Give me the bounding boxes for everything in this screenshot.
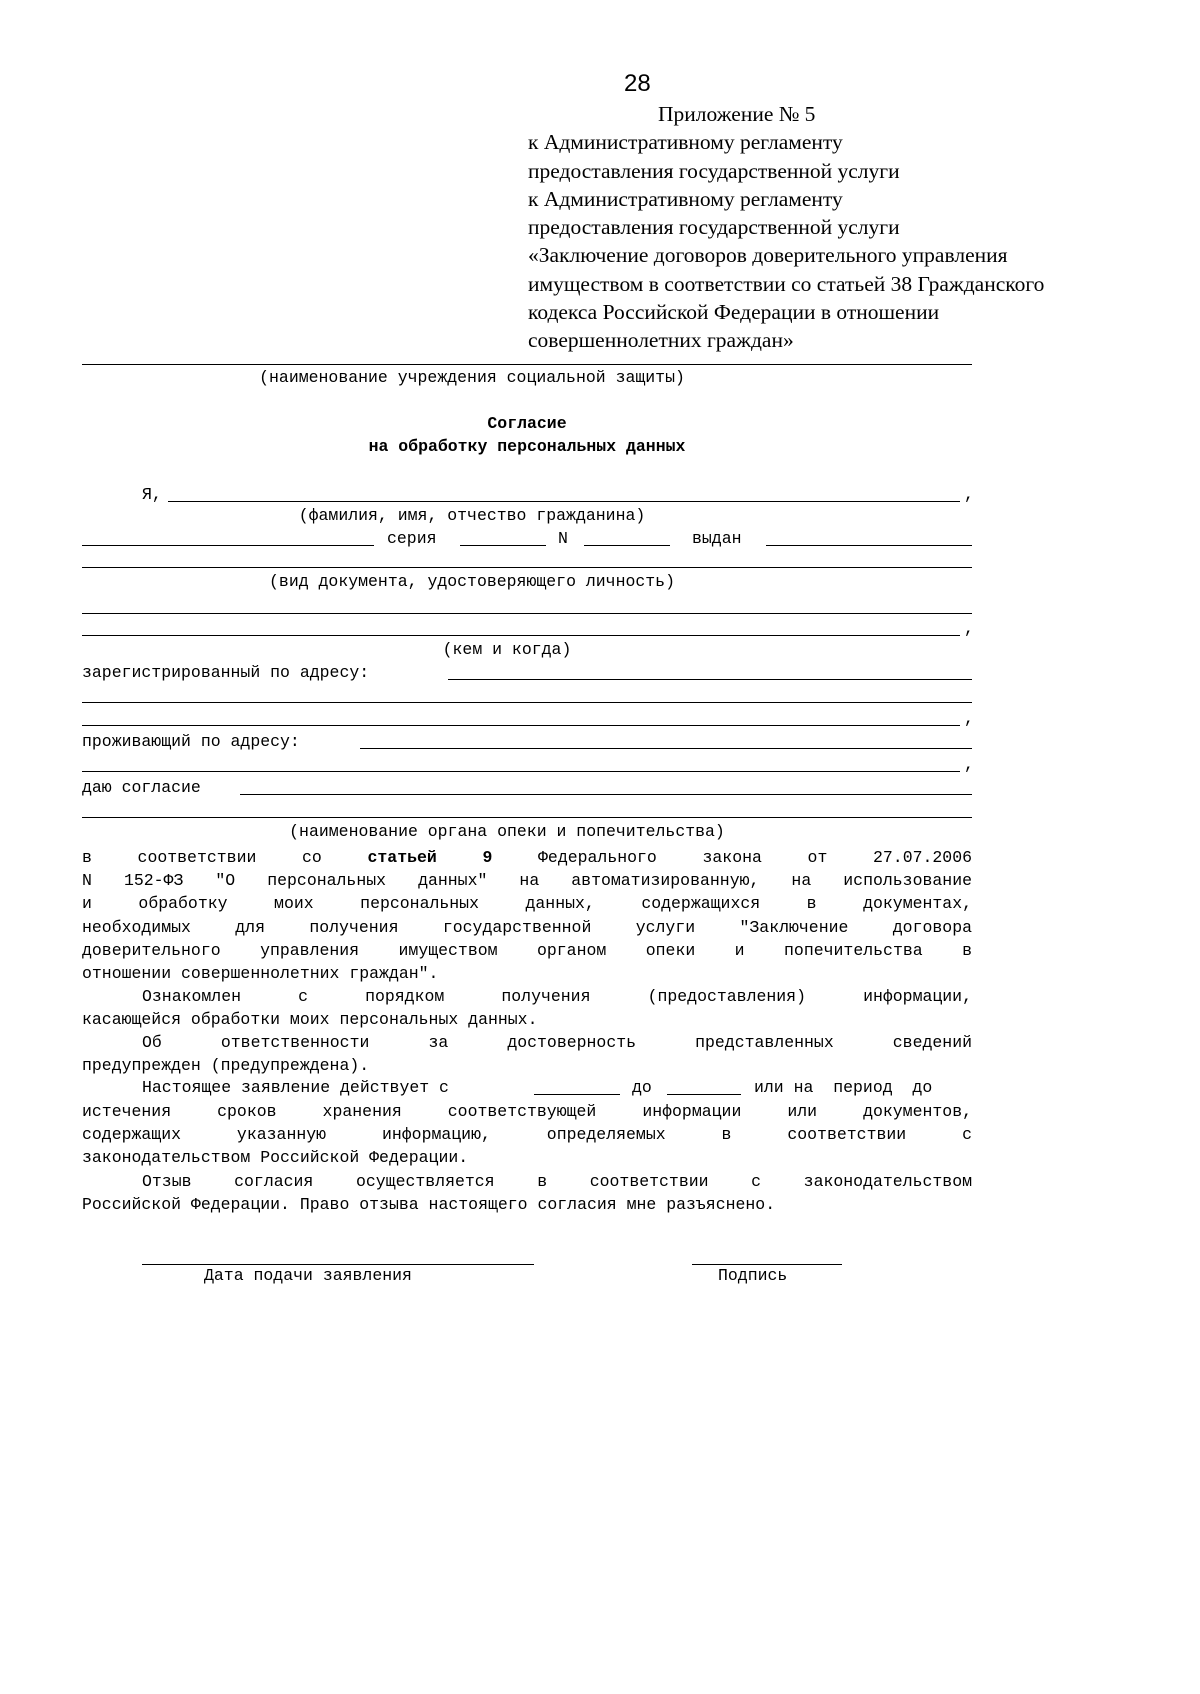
header-line: имуществом в соответствии со статьей 38 Гражданского [528,271,1045,296]
registered-row-3 [82,708,972,730]
fio-caption: (фамилия, имя, отчество гражданина) [298,506,646,525]
paragraph-2 [82,985,972,1031]
living-row-2 [82,754,972,776]
document-type-field[interactable] [82,545,374,546]
para-line: Ознакомлен с порядком получения (предоставления) информации, [142,987,972,1006]
signature-field[interactable] [692,1264,842,1265]
by-whom-row-2 [82,618,972,640]
header-line: предоставления государственной услуги [528,158,900,183]
living-address-field[interactable] [360,748,972,749]
para-line: и обработку моих персональных данных, содержащихся в документах, [82,894,972,914]
appendix-header [528,100,1168,355]
document-row [82,528,972,550]
number-field[interactable] [584,545,670,546]
para-line: законодательством Российской Федерации. [82,1148,469,1168]
header-line: Приложение № 5 [658,102,816,126]
consent-row-2 [82,800,972,822]
by-whom-caption: (кем и когда) [442,640,572,659]
by-whom-field-2[interactable] [82,635,960,636]
para-line: N 152-ФЗ "О персональных данных" на автоматизированную, на использование [82,871,972,891]
para-line: в соответствии со статьей 9 Федерального закона от 27.07.2006 [82,848,973,867]
comma: , [964,619,974,638]
header-line: совершеннолетних граждан» [528,328,794,353]
document-field[interactable] [82,567,972,568]
form-title: Согласие [487,414,567,433]
institution-caption: (наименование учреждения социальной защиты) [259,368,685,387]
comma: , [964,485,974,504]
institution-field[interactable] [82,364,972,365]
living-address-field-2[interactable] [82,771,960,772]
living-row [82,731,972,753]
para-line: доверительного управления имуществом органом опеки и попечительства в [82,940,972,960]
series-field[interactable] [460,545,546,546]
para-line: Отзыв согласия осуществляется в соответствии с законодательством [142,1172,972,1191]
consent-row [82,777,972,799]
page-number: 28 [624,70,651,97]
registered-address-field-2[interactable] [82,702,972,703]
issued-field[interactable] [766,545,972,546]
para-line: Российской Федерации. Право отзыва настоящего согласия мне разъяснено. [82,1195,776,1215]
date-field[interactable] [142,1264,534,1265]
until-label: до [632,1078,652,1097]
issued-label: выдан [692,529,742,548]
validity-label: Настоящее заявление действует с [142,1078,449,1097]
para-line: Об ответственности за достоверность представленных сведений [142,1033,972,1052]
paragraph-3 [82,1031,972,1077]
form-subtitle: на обработку персональных данных [368,437,686,456]
valid-to-field[interactable] [667,1094,741,1095]
paragraph-5 [82,1170,972,1216]
date-caption: Дата подачи заявления [204,1266,412,1285]
valid-from-field[interactable] [534,1094,620,1095]
para-line: содержащих указанную информацию, определяемых в соответствии с [82,1125,972,1145]
comma: , [964,755,974,774]
header-line: «Заключение договоров доверительного управления [528,243,1008,268]
para-line: необходимых для получения государственной услуги "Заключение договора [82,917,972,937]
period-label: или на период до [754,1078,933,1097]
header-line: к Административному регламенту [528,186,843,211]
organ-caption: (наименование органа опеки и попечительства) [289,822,725,841]
organ-field[interactable] [240,794,972,795]
validity-row [82,1077,972,1100]
para-line: предупрежден (предупреждена). [82,1056,370,1076]
fio-row [82,484,972,506]
organ-field-2[interactable] [82,817,972,818]
by-whom-row [82,596,972,618]
by-whom-field[interactable] [82,613,972,614]
series-label: серия [387,529,437,548]
comma: , [964,709,974,728]
header-line: к Административному регламенту [528,130,843,155]
paragraph-4 [82,1100,972,1170]
living-label: проживающий по адресу: [82,732,300,751]
ya-label: Я, [142,485,162,504]
registered-address-field-3[interactable] [82,725,960,726]
registered-address-field[interactable] [448,679,972,680]
registered-row-2 [82,685,972,707]
registered-label: зарегистрированный по адресу: [82,663,370,682]
para-line: истечения сроков хранения соответствующей информации или документов, [82,1102,972,1121]
document-row-2 [82,550,972,572]
paragraph-1 [82,846,972,985]
header-line: предоставления государственной услуги [528,215,900,240]
signature-caption: Подпись [718,1266,788,1285]
para-line: отношении совершеннолетних граждан". [82,964,439,984]
registered-row [82,662,972,684]
document-caption: (вид документа, удостоверяющего личность) [269,572,675,591]
fio-field[interactable] [168,501,960,502]
consent-label: даю согласие [82,778,201,797]
para-line: касающейся обработки моих персональных данных. [82,1010,538,1030]
header-line: кодекса Российской Федерации в отношении [528,300,940,325]
number-label: N [558,529,568,548]
